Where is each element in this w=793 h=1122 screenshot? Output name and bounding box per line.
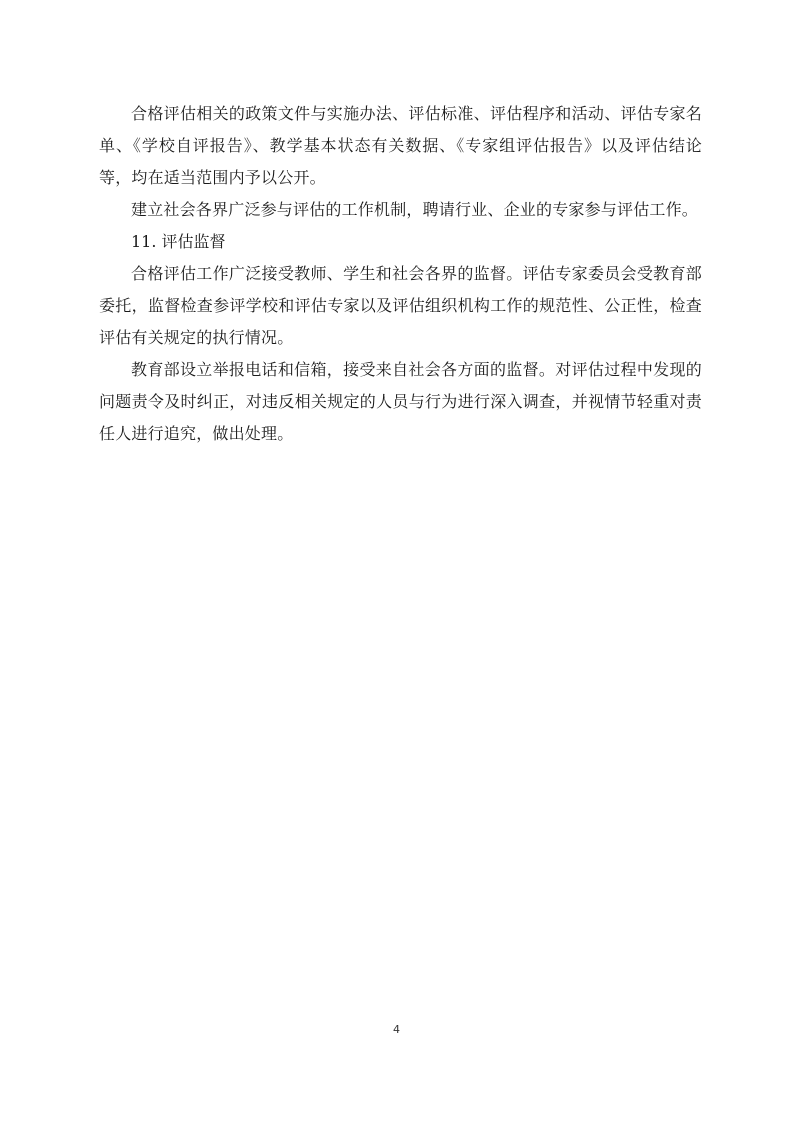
paragraph-reporting: 教育部设立举报电话和信箱，接受来自社会各方面的监督。对评估过程中发现的问题责令及时纠正，对违反相关规定的人员与行为进行深入调查，并视情节轻重对责任人进行追究，做出处理。	[99, 360, 702, 443]
paragraph-public-disclosure: 合格评估相关的政策文件与实施办法、评估标准、评估程序和活动、评估专家名单、《学校自评报告》、教学基本状态有关数据、《专家组评估报告》以及评估结论等，均在适当范围内予以公开。	[99, 104, 702, 187]
paragraph-supervision: 合格评估工作广泛接受教师、学生和社会各界的监督。评估专家委员会受教育部委托，监督检查参评学校和评估专家以及评估组织机构工作的规范性、公正性，检查评估有关规定的执行情况。	[99, 264, 702, 347]
section-heading-evaluation-supervision: 11. 评估监督	[131, 232, 226, 251]
paragraph-social-participation: 建立社会各界广泛参与评估的工作机制，聘请行业、企业的专家参与评估工作。	[131, 200, 699, 219]
document-body	[99, 98, 702, 450]
page-number: 4	[393, 1023, 400, 1036]
